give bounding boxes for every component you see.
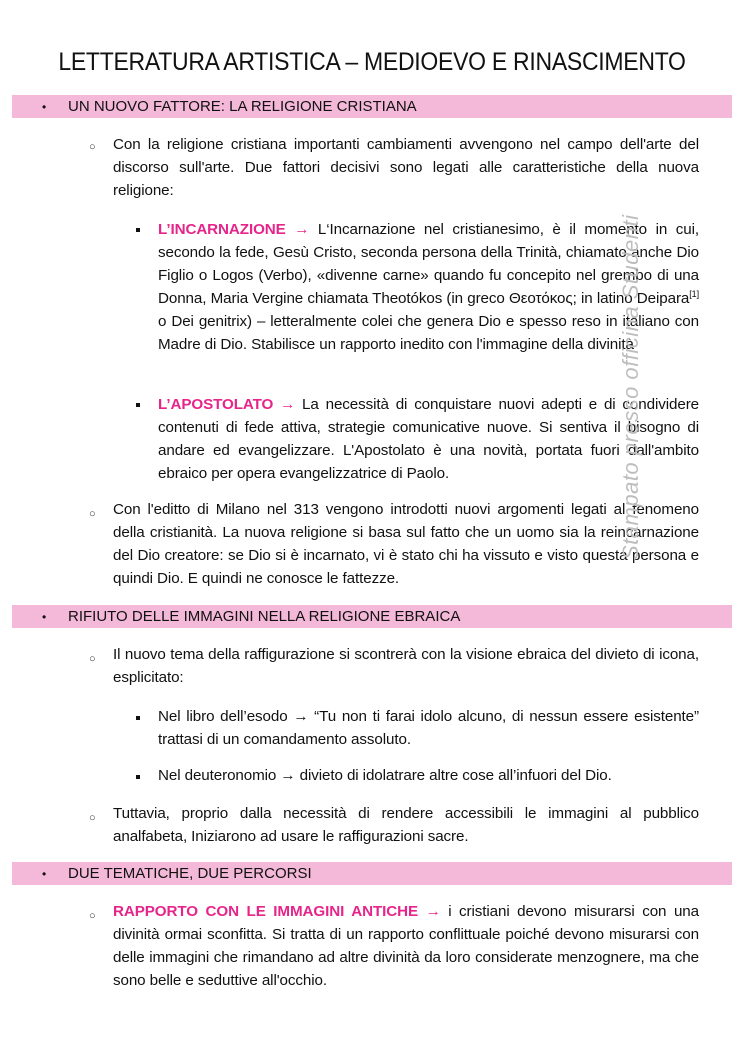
arrow-right-icon: → [293, 708, 309, 725]
incarnazione-text-b: o Dei genitrix) – letteralmente colei che genera Dio e spesso reso in italiano con Madre di Dio. Stabilisce un rapporto inedito con l'immagine della divinità [158, 313, 699, 353]
esodo-text-a: Nel libro dell’esodo [158, 708, 294, 725]
section-label: UN NUOVO FATTORE: LA RELIGIONE CRISTIANA [68, 98, 417, 115]
deut-text-a: Nel deuteronomio [158, 767, 281, 784]
apostolato-text: La necessità di conquistare nuovi adepti e di condividere contenuti di fede attiva, strategie comunicative nuove. Si sentiva il bisogno di andare ed evangelizzare. L'Apostolato è una novità, portata fuori dall'ambito ebraico per opera evangelizzatrice di Paolo. [158, 396, 699, 482]
circle-bullet-icon: ○ [89, 141, 96, 153]
paragraph-intro-religione: Con la religione cristiana importanti cambiamenti avvengono nel campo dell'arte del discorso sull'arte. Due fattori decisivi sono legati alle caratteristiche della nuova religione: [113, 136, 699, 199]
paragraph-tuttavia: Tuttavia, proprio dalla necessità di rendere accessibili le immagini al pubblico analfabeta, Iniziarono ad usare le raffigurazioni sacre. [113, 805, 699, 845]
bullet-icon: • [42, 867, 47, 881]
term-rapporto-immagini: RAPPORTO CON LE IMMAGINI ANTICHE [113, 903, 419, 920]
esodo-quote: “Tu non ti farai idolo alcuno, di nessun essere esistente” [308, 708, 699, 725]
term-incarnazione: L’INCARNAZIONE [158, 221, 286, 238]
paragraph-deuteronomio [158, 764, 699, 787]
arrow-right-icon: → [294, 221, 310, 238]
page-title: LETTERATURA ARTISTICA – MEDIOEVO E RINASCIMENTO [58, 48, 686, 76]
footnote-ref: [1] [689, 288, 699, 299]
circle-bullet-icon: ○ [89, 812, 96, 824]
bullet-icon: • [42, 610, 47, 624]
square-bullet-icon [136, 228, 140, 232]
paragraph-rapporto-immagini [113, 900, 699, 992]
bullet-icon: • [42, 100, 47, 114]
section-header-religione-ebraica [12, 605, 732, 628]
watermark: Stampato presso officina Studenti [618, 214, 643, 560]
deut-text-b: divieto di idolatrare altre cose all’infuori del Dio. [295, 767, 612, 784]
arrow-right-icon: → [425, 903, 441, 920]
arrow-right-icon: → [280, 767, 296, 784]
section-header-due-tematiche [12, 862, 732, 885]
section-label: RIFIUTO DELLE IMMAGINI NELLA RELIGIONE EBRAICA [68, 608, 461, 625]
paragraph-divieto-icona: Il nuovo tema della raffigurazione si scontrerà con la visione ebraica del divieto di icona, esplicitato: [113, 646, 699, 686]
rapporto-text: i cristiani devono misurarsi con una divinità ormai sconfitta. Si tratta di un rapporto conflittuale poiché devono misurarsi con delle immagini che rimandano ad altre divinità da loro considerate menzognere, ma che sono belle e seduttive all'occhio. [113, 903, 699, 989]
term-apostolato: L’APOSTOLATO [158, 396, 274, 413]
esodo-text-c: trattasi di un comandamento assoluto. [158, 731, 411, 748]
square-bullet-icon [136, 716, 140, 720]
paragraph-editto-milano: Con l'editto di Milano nel 313 vengono introdotti nuovi argomenti legati al fenomeno della cristianità. La nuova religione si basa sul fatto che un uomo sia la reincarnazione del Dio creatore: se Dio si è incarnato, vi è stato chi ha vissuto e visto questa persona e quindi Dio. E quindi ne conosce le fattezze. [113, 501, 699, 587]
circle-bullet-icon: ○ [89, 508, 96, 520]
section-label: DUE TEMATICHE, DUE PERCORSI [68, 865, 312, 882]
paragraph-esodo [158, 705, 699, 751]
circle-bullet-icon: ○ [89, 910, 96, 922]
square-bullet-icon [136, 775, 140, 779]
incarnazione-text-a: L‘Incarnazione nel cristianesimo, è il momento in cui, secondo la fede, Gesù Cristo, seconda persona della Trinità, chiamato anche Dio Figlio o Logos (Verbo), «divenne carne» quando fu concepito nel grembo di una Donna, Maria Vergine chiamata Theotókos (in greco Θεοτόκος; in latino Deipara [158, 221, 699, 307]
section-header-religione-cristiana [12, 95, 732, 118]
circle-bullet-icon: ○ [89, 653, 96, 665]
arrow-right-icon: → [280, 396, 296, 413]
square-bullet-icon [136, 403, 140, 407]
